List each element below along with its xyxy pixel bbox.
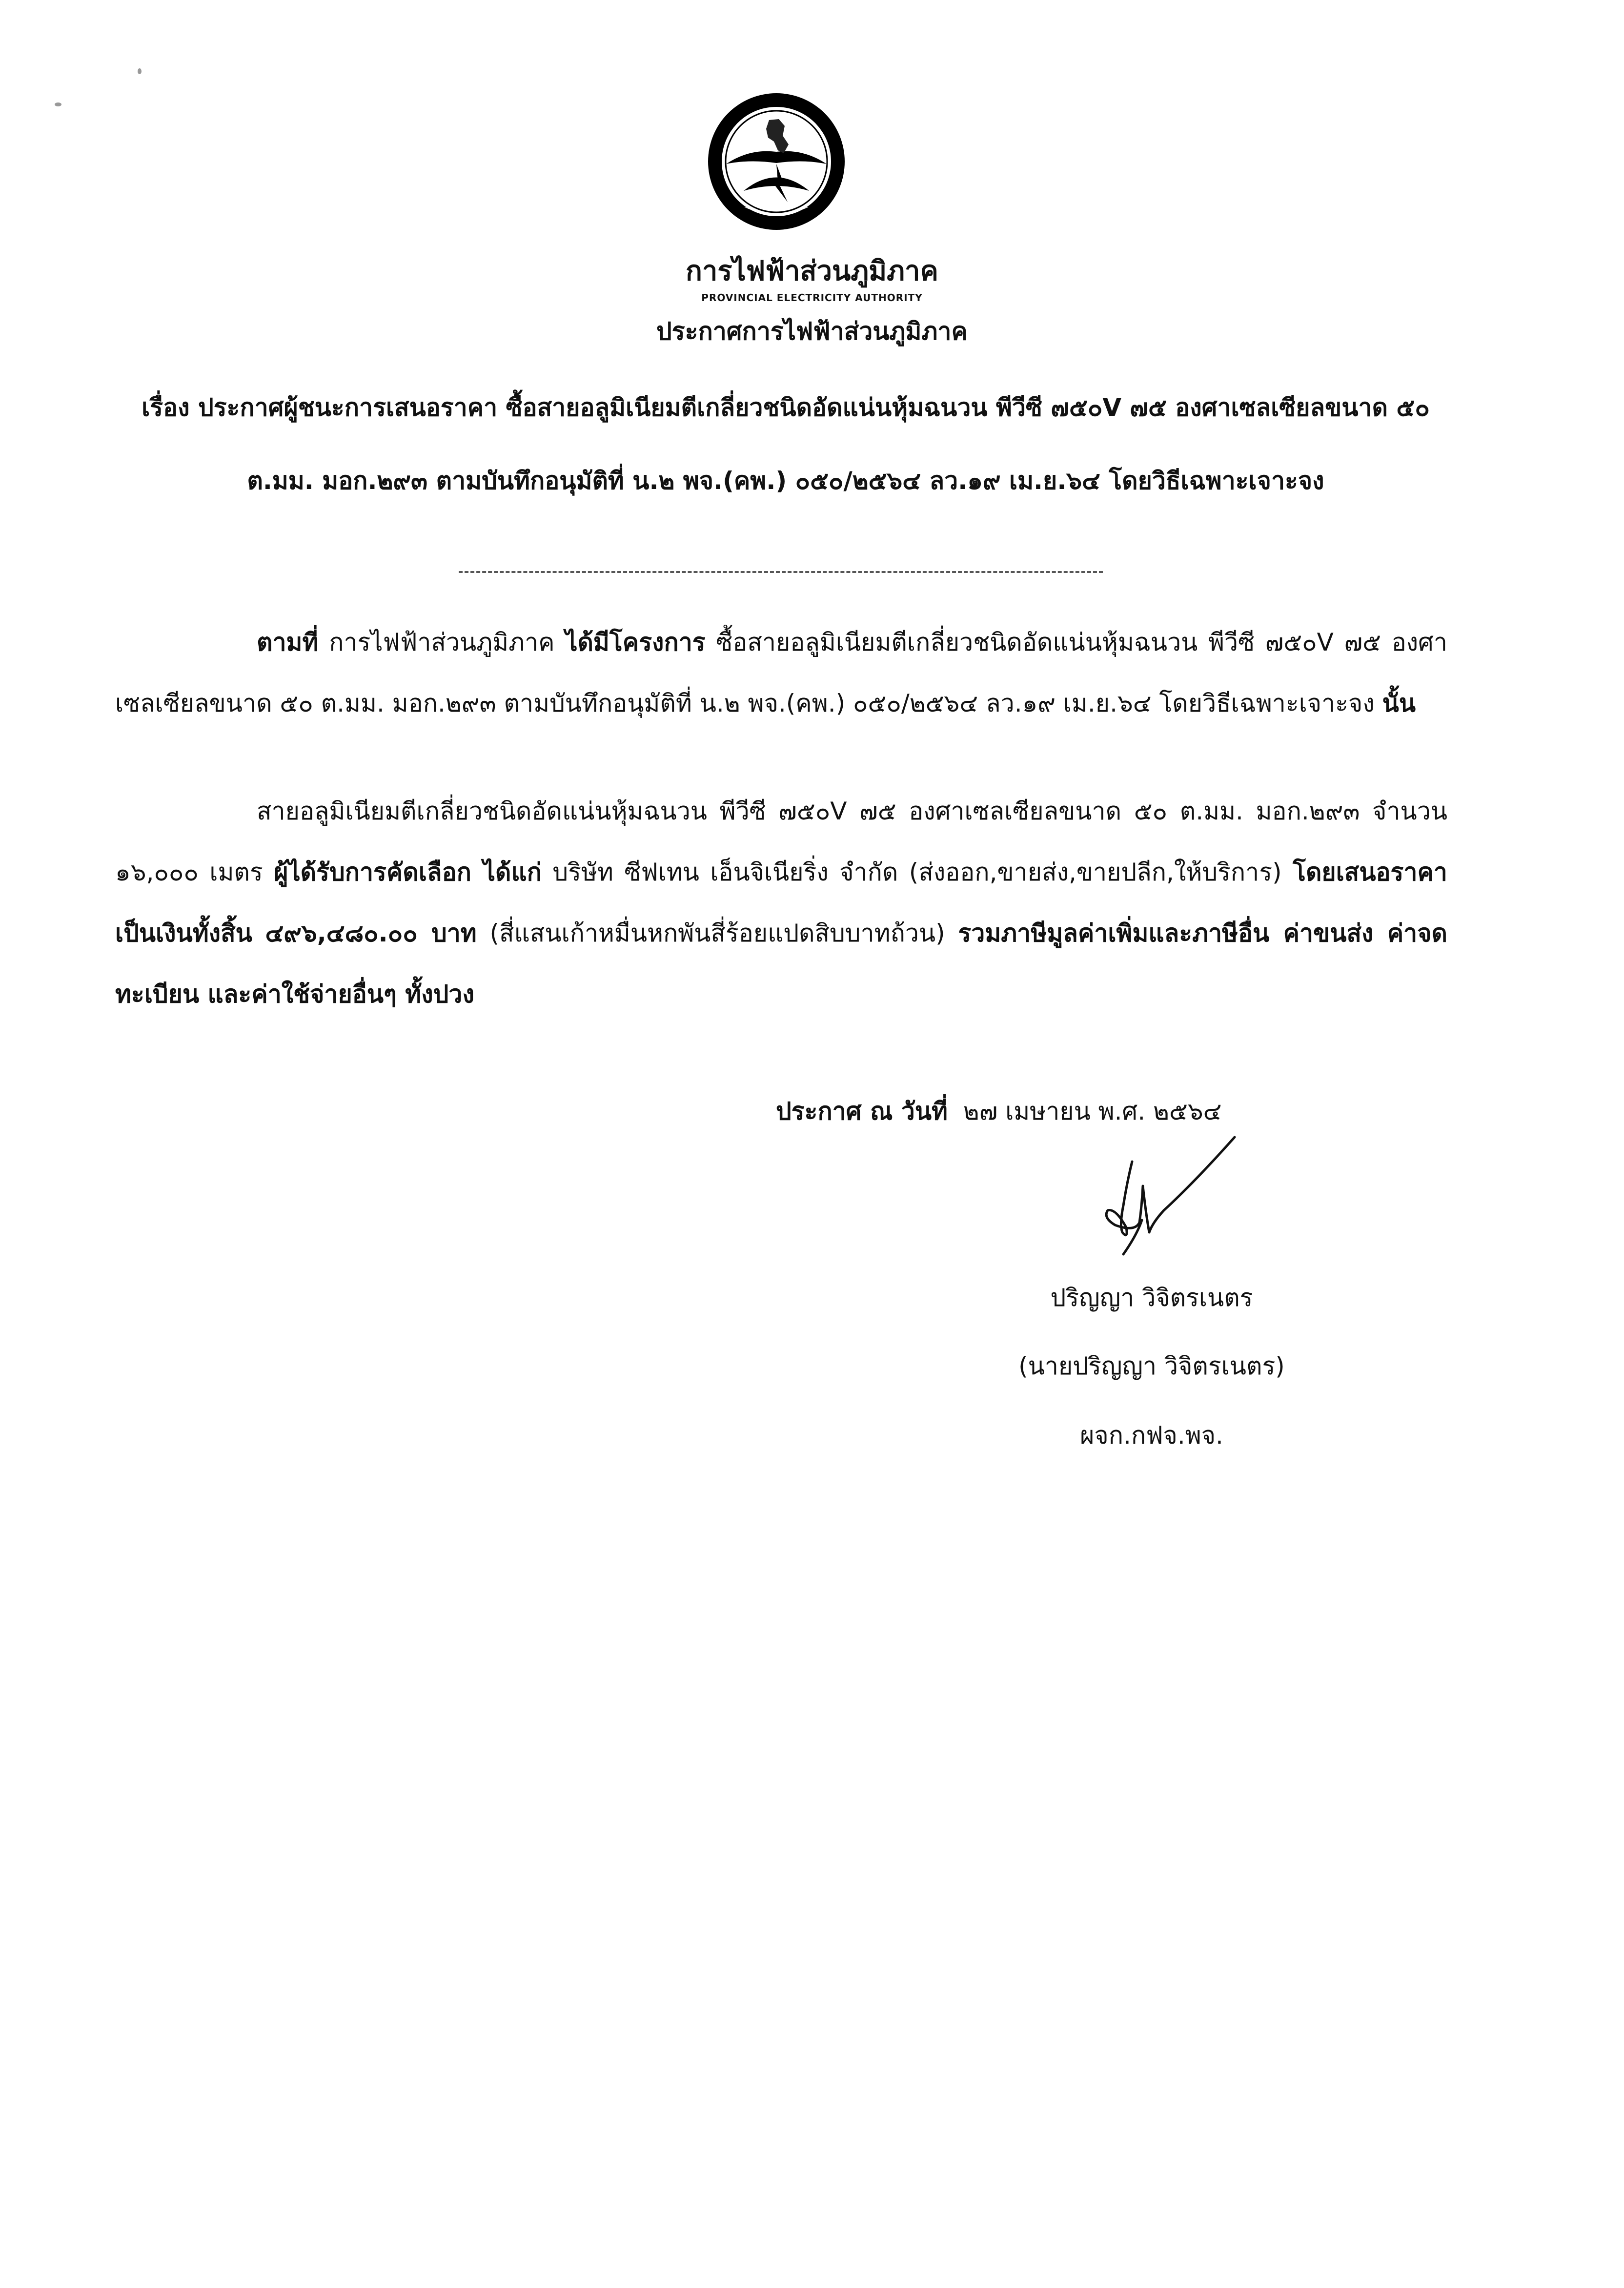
- date-label: ประกาศ ณ วันที่: [776, 1097, 948, 1125]
- p2-includes: รวมภาษีมูลค่าเพิ่มและภาษีอื่น ค่าขนส่ง ค่าจดทะเบียน และค่าใช้จ่ายอื่นๆ ทั้งปวง: [115, 919, 1447, 1008]
- paragraph-background: [115, 612, 1447, 734]
- org-name-english: PROVINCIAL ELECTRICITY AUTHORITY: [701, 292, 923, 304]
- paragraph-award: [115, 781, 1447, 1025]
- p2-price: ๔๙๖,๔๘๐.๐๐ บาท: [265, 919, 477, 947]
- announcement-date: [776, 1092, 1221, 1131]
- subject-label: เรื่อง: [142, 393, 190, 422]
- scan-speck: [138, 68, 142, 74]
- p2-price-label: โดยเสนอราคา เป็นเงินทั้งสิ้น: [115, 858, 1447, 947]
- scan-speck: [55, 102, 61, 106]
- signatory-name: ปริญญา วิจิตรเนตร: [1050, 1284, 1253, 1312]
- signatory-position: ผจก.กฟจ.พจ.: [1080, 1421, 1223, 1450]
- date-value: ๒๗ เมษายน พ.ศ. ๒๕๖๔: [963, 1097, 1222, 1125]
- org-name-thai: การไฟฟ้าส่วนภูมิภาค: [686, 255, 938, 287]
- signatory-full-name: (นายปริญญา วิจิตรเนตร): [1018, 1352, 1285, 1380]
- p1-body: ซื้อสายอลูมิเนียมตีเกลี่ยวชนิดอัดแน่นหุ้มฉนวน พีวีซี ๗๕๐V ๗๕ องศาเซลเซียลขนาด ๕๐ ต.มม. มอก.๒๙๓ ตามบันทึกอนุมัติที่ น.๒ พจ.(คพ.) ๐๕๐/๒๕๖๔ ลว.๑๙ เม.ย.๖๔ โดยวิธีเฉพาะเจาะจง: [115, 628, 1447, 717]
- pea-logo: [706, 91, 847, 232]
- announcement-subject: [112, 371, 1459, 517]
- dashed-divider: [459, 571, 1103, 573]
- p1-verb: ได้มีโครงการ: [565, 628, 706, 656]
- announcement-heading: ประกาศการไฟฟ้าส่วนภูมิภาค: [656, 317, 968, 346]
- p2-price-words: (สี่แสนเก้าหมื่นหกพันสี่ร้อยแปดสิบบาทถ้วน): [489, 919, 945, 947]
- p2-item: สายอลูมิเนียมตีเกลี่ยวชนิดอัดแน่นหุ้มฉนวน พีวีซี ๗๕๐V ๗๕ องศาเซลเซียลขนาด ๕๐ ต.มม. มอก.๒๙๓ จำนวน ๑๖,๐๐๐ เมตร: [115, 797, 1447, 886]
- p1-org: การไฟฟ้าส่วนภูมิภาค: [329, 628, 555, 656]
- p1-lead: ตามที่: [257, 628, 319, 656]
- handwritten-signature: [1069, 1127, 1244, 1259]
- p2-winner-label: ผู้ได้รับการคัดเลือก ได้แก่: [274, 858, 542, 886]
- subject-text: ประกาศผู้ชนะการเสนอราคา ซื้อสายอลูมิเนียมตีเกลี่ยวชนิดอัดแน่นหุ้มฉนวน พีวีซี ๗๕๐V ๗๕ องศาเซลเซียลขนาด ๕๐ ต.มม. มอก.๒๙๓ ตามบันทึกอนุมัติที่ น.๒ พจ.(คพ.) ๐๕๐/๒๕๖๔ ลว.๑๙ เม.ย.๖๔ โดยวิธีเฉพาะเจาะจง: [198, 393, 1430, 495]
- p2-winner: บริษัท ซีฟเทน เอ็นจิเนียริ่ง จำกัด (ส่งออก,ขายส่ง,ขายปลีก,ให้บริการ): [552, 858, 1282, 886]
- p1-tail: นั้น: [1382, 689, 1416, 717]
